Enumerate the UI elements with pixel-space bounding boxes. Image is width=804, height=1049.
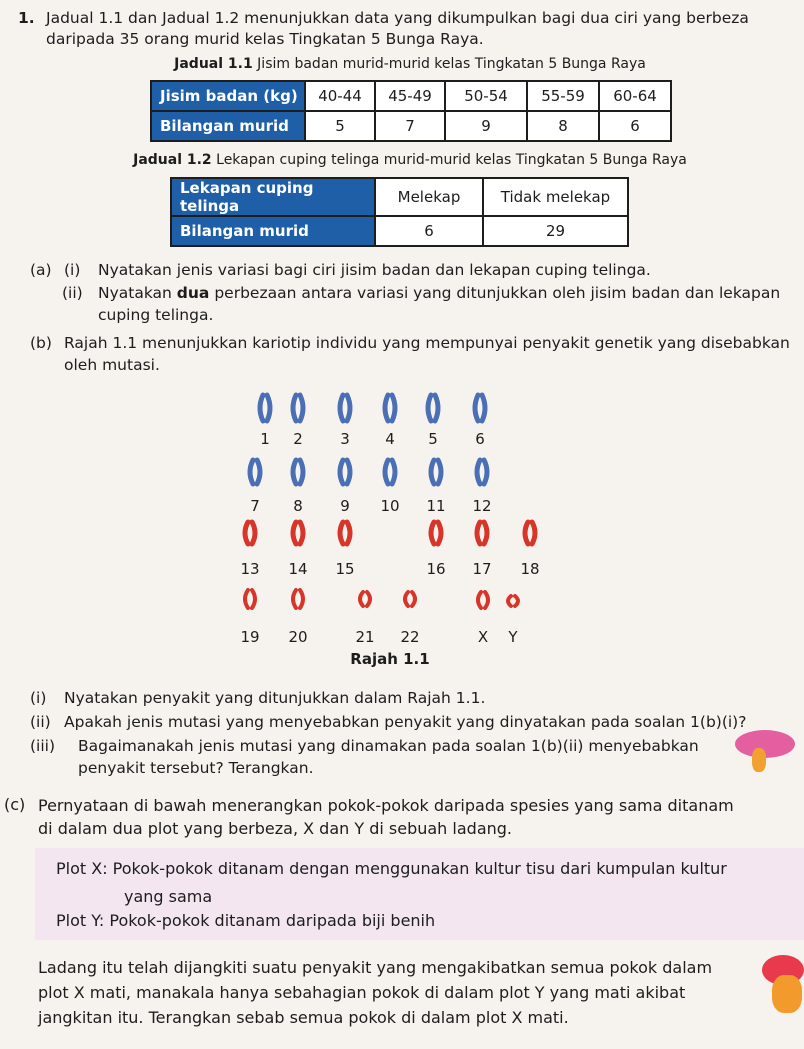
chromosome-19 — [245, 590, 248, 608]
chromosome-10 — [392, 460, 395, 484]
table1-cell: 60-64 — [599, 81, 671, 111]
chromosome-label: 22 — [400, 628, 420, 646]
chromosome-11 — [431, 460, 434, 484]
chromosome-21 — [367, 592, 370, 606]
chromosome-4 — [392, 395, 395, 421]
chromosome-9 — [340, 460, 343, 484]
chromosome-18 — [525, 522, 528, 544]
decorative-blob — [752, 748, 766, 772]
chromosome-7 — [257, 460, 260, 484]
chromosome-label: 13 — [240, 560, 260, 578]
chromosome-2 — [300, 395, 303, 421]
part-b-ii-text: Apakah jenis mutasi yang menyebabkan penyakit yang dinyatakan pada soalan 1(b)(i)? — [64, 713, 747, 731]
table1-cell: 55-59 — [527, 81, 599, 111]
part-c-final-line2: plot X mati, manakala hanya sebahagian pokok di dalam plot Y yang mati akibat — [38, 983, 686, 1002]
chromosome-1 — [260, 395, 263, 421]
decorative-blob — [772, 975, 802, 1013]
chromosome-3 — [347, 395, 350, 421]
part-a-ii-pre: Nyatakan — [98, 284, 177, 302]
chromosome-Y — [515, 596, 518, 606]
chromosome-3 — [340, 395, 343, 421]
chromosome-17 — [477, 522, 480, 544]
part-b-ii-label: (ii) — [30, 713, 51, 731]
chromosome-label: 2 — [293, 430, 303, 448]
chromosome-15 — [340, 522, 343, 544]
chromosome-22 — [405, 592, 408, 606]
chromosome-1 — [267, 395, 270, 421]
chromosome-label: 16 — [426, 560, 446, 578]
table1-caption-text: Jisim badan murid-murid kelas Tingkatan 5 Bunga Raya — [257, 56, 646, 72]
chromosome-6 — [482, 395, 485, 421]
part-c-text-line1: Pernyataan di bawah menerangkan pokok-pokok daripada spesies yang sama ditanam — [38, 796, 734, 815]
part-a-ii-label: (ii) — [62, 284, 83, 302]
chromosome-label: 6 — [475, 430, 485, 448]
chromosome-label: 15 — [335, 560, 355, 578]
chromosome-label: 18 — [520, 560, 540, 578]
chromosome-20 — [293, 590, 296, 608]
part-b-iii-text: Bagaimanakah jenis mutasi yang dinamakan pada soalan 1(b)(ii) menyebabkan — [78, 737, 699, 755]
chromosome-label: 21 — [355, 628, 375, 646]
part-a-ii-line2: cuping telinga. — [98, 306, 214, 324]
table1-cell: 7 — [375, 111, 445, 141]
part-b-label: (b) — [30, 334, 52, 352]
chromosome-label: 1 — [260, 430, 270, 448]
question-number: 1. — [18, 9, 35, 27]
chromosome-label: Y — [508, 628, 518, 646]
chromosome-label: X — [477, 628, 489, 646]
table2-cell: Melekap — [375, 178, 483, 216]
part-a-i-label: (i) — [64, 261, 81, 279]
table2-header-lobe: Lekapan cuping telinga — [171, 178, 375, 216]
chromosome-15 — [347, 522, 350, 544]
plot-y-line: Plot Y: Pokok-pokok ditanam daripada biji benih — [56, 911, 436, 930]
chromosome-4 — [385, 395, 388, 421]
chromosome-9 — [347, 460, 350, 484]
plot-x-line1: Plot X: Pokok-pokok ditanam dengan menggunakan kultur tisu dari kumpulan kultur — [56, 859, 727, 878]
part-c-final-line3: jangkitan itu. Terangkan sebab semua pokok di dalam plot X mati. — [38, 1008, 569, 1027]
table1-cell: 8 — [527, 111, 599, 141]
chromosome-16 — [438, 522, 441, 544]
table1-cell: 45-49 — [375, 81, 445, 111]
chromosome-17 — [484, 522, 487, 544]
chromosome-20 — [300, 590, 303, 608]
table2-cell: Tidak melekap — [483, 178, 628, 216]
table2-cell: 6 — [375, 216, 483, 246]
table2-caption-label: Jadual 1.2 — [133, 152, 212, 168]
part-b-iii-label: (iii) — [30, 737, 56, 755]
plot-x-line2: yang sama — [124, 887, 213, 906]
table1-cell: 5 — [305, 111, 375, 141]
table1-header-count: Bilangan murid — [151, 111, 305, 141]
table1-cell: 40-44 — [305, 81, 375, 111]
chromosome-label: 3 — [340, 430, 350, 448]
part-b-text-line2: oleh mutasi. — [64, 356, 160, 374]
part-c-text-line2: di dalam dua plot yang berbeza, X dan Y di sebuah ladang. — [38, 819, 512, 838]
part-b-i-label: (i) — [30, 689, 47, 707]
chromosome-X — [478, 592, 481, 608]
table2-caption-text: Lekapan cuping telinga murid-murid kelas Tingkatan 5 Bunga Raya — [216, 152, 687, 168]
chromosome-label: 10 — [380, 497, 400, 515]
chromosome-13 — [252, 522, 255, 544]
chromosome-5 — [435, 395, 438, 421]
chromosome-label: 11 — [426, 497, 446, 515]
chromosome-label: 9 — [340, 497, 350, 515]
table2-header-count: Bilangan murid — [171, 216, 375, 246]
part-c-label: (c) — [4, 795, 26, 814]
figure-caption: Rajah 1.1 — [350, 650, 430, 668]
chromosome-2 — [293, 395, 296, 421]
part-b-text-line1: Rajah 1.1 menunjukkan kariotip individu yang mempunyai penyakit genetik yang disebabkan — [64, 334, 790, 352]
table1-header-mass: Jisim badan (kg) — [151, 81, 305, 111]
chromosome-label: 8 — [293, 497, 303, 515]
chromosome-12 — [484, 460, 487, 484]
part-b-i-text: Nyatakan penyakit yang ditunjukkan dalam Rajah 1.1. — [64, 689, 486, 707]
chromosome-16 — [431, 522, 434, 544]
table1-cell: 6 — [599, 111, 671, 141]
part-c-final-line1: Ladang itu telah dijangkiti suatu penyakit yang mengakibatkan semua pokok dalam — [38, 958, 713, 977]
part-a-ii-post: perbezaan antara variasi yang ditunjukkan oleh jisim badan dan lekapan — [209, 284, 781, 302]
chromosome-X — [485, 592, 488, 608]
intro-line-1: Jadual 1.1 dan Jadual 1.2 menunjukkan data yang dikumpulkan bagi dua ciri yang berbeza — [46, 9, 749, 27]
table2-cell: 29 — [483, 216, 628, 246]
chromosome-6 — [475, 395, 478, 421]
chromosome-7 — [250, 460, 253, 484]
chromosome-14 — [293, 522, 296, 544]
chromosome-8 — [300, 460, 303, 484]
part-a-ii-bold: dua — [176, 284, 210, 302]
chromosome-19 — [252, 590, 255, 608]
intro-line-2: daripada 35 orang murid kelas Tingkatan 5 Bunga Raya. — [46, 30, 484, 48]
table1-cell: 9 — [445, 111, 527, 141]
table1-cell: 50-54 — [445, 81, 527, 111]
chromosome-10 — [385, 460, 388, 484]
chromosome-label: 14 — [288, 560, 308, 578]
chromosome-label: 19 — [240, 628, 260, 646]
chromosome-label: 12 — [472, 497, 492, 515]
chromosome-label: 17 — [472, 560, 492, 578]
chromosome-label: 4 — [385, 430, 395, 448]
part-b-iii-line2: penyakit tersebut? Terangkan. — [78, 759, 314, 777]
chromosome-5 — [428, 395, 431, 421]
chromosome-label: 7 — [250, 497, 260, 515]
chromosome-label: 5 — [428, 430, 438, 448]
chromosome-label: 20 — [288, 628, 308, 646]
chromosome-Y — [508, 596, 511, 606]
chromosome-11 — [438, 460, 441, 484]
chromosome-8 — [293, 460, 296, 484]
chromosome-22 — [412, 592, 415, 606]
chromosome-12 — [477, 460, 480, 484]
chromosome-14 — [300, 522, 303, 544]
part-a-label: (a) — [30, 261, 52, 279]
table1-caption-label: Jadual 1.1 — [174, 56, 253, 72]
chromosome-21 — [360, 592, 363, 606]
part-a-i-text: Nyatakan jenis variasi bagi ciri jisim badan dan lekapan cuping telinga. — [98, 261, 651, 279]
chromosome-18 — [532, 522, 535, 544]
chromosome-13 — [245, 522, 248, 544]
